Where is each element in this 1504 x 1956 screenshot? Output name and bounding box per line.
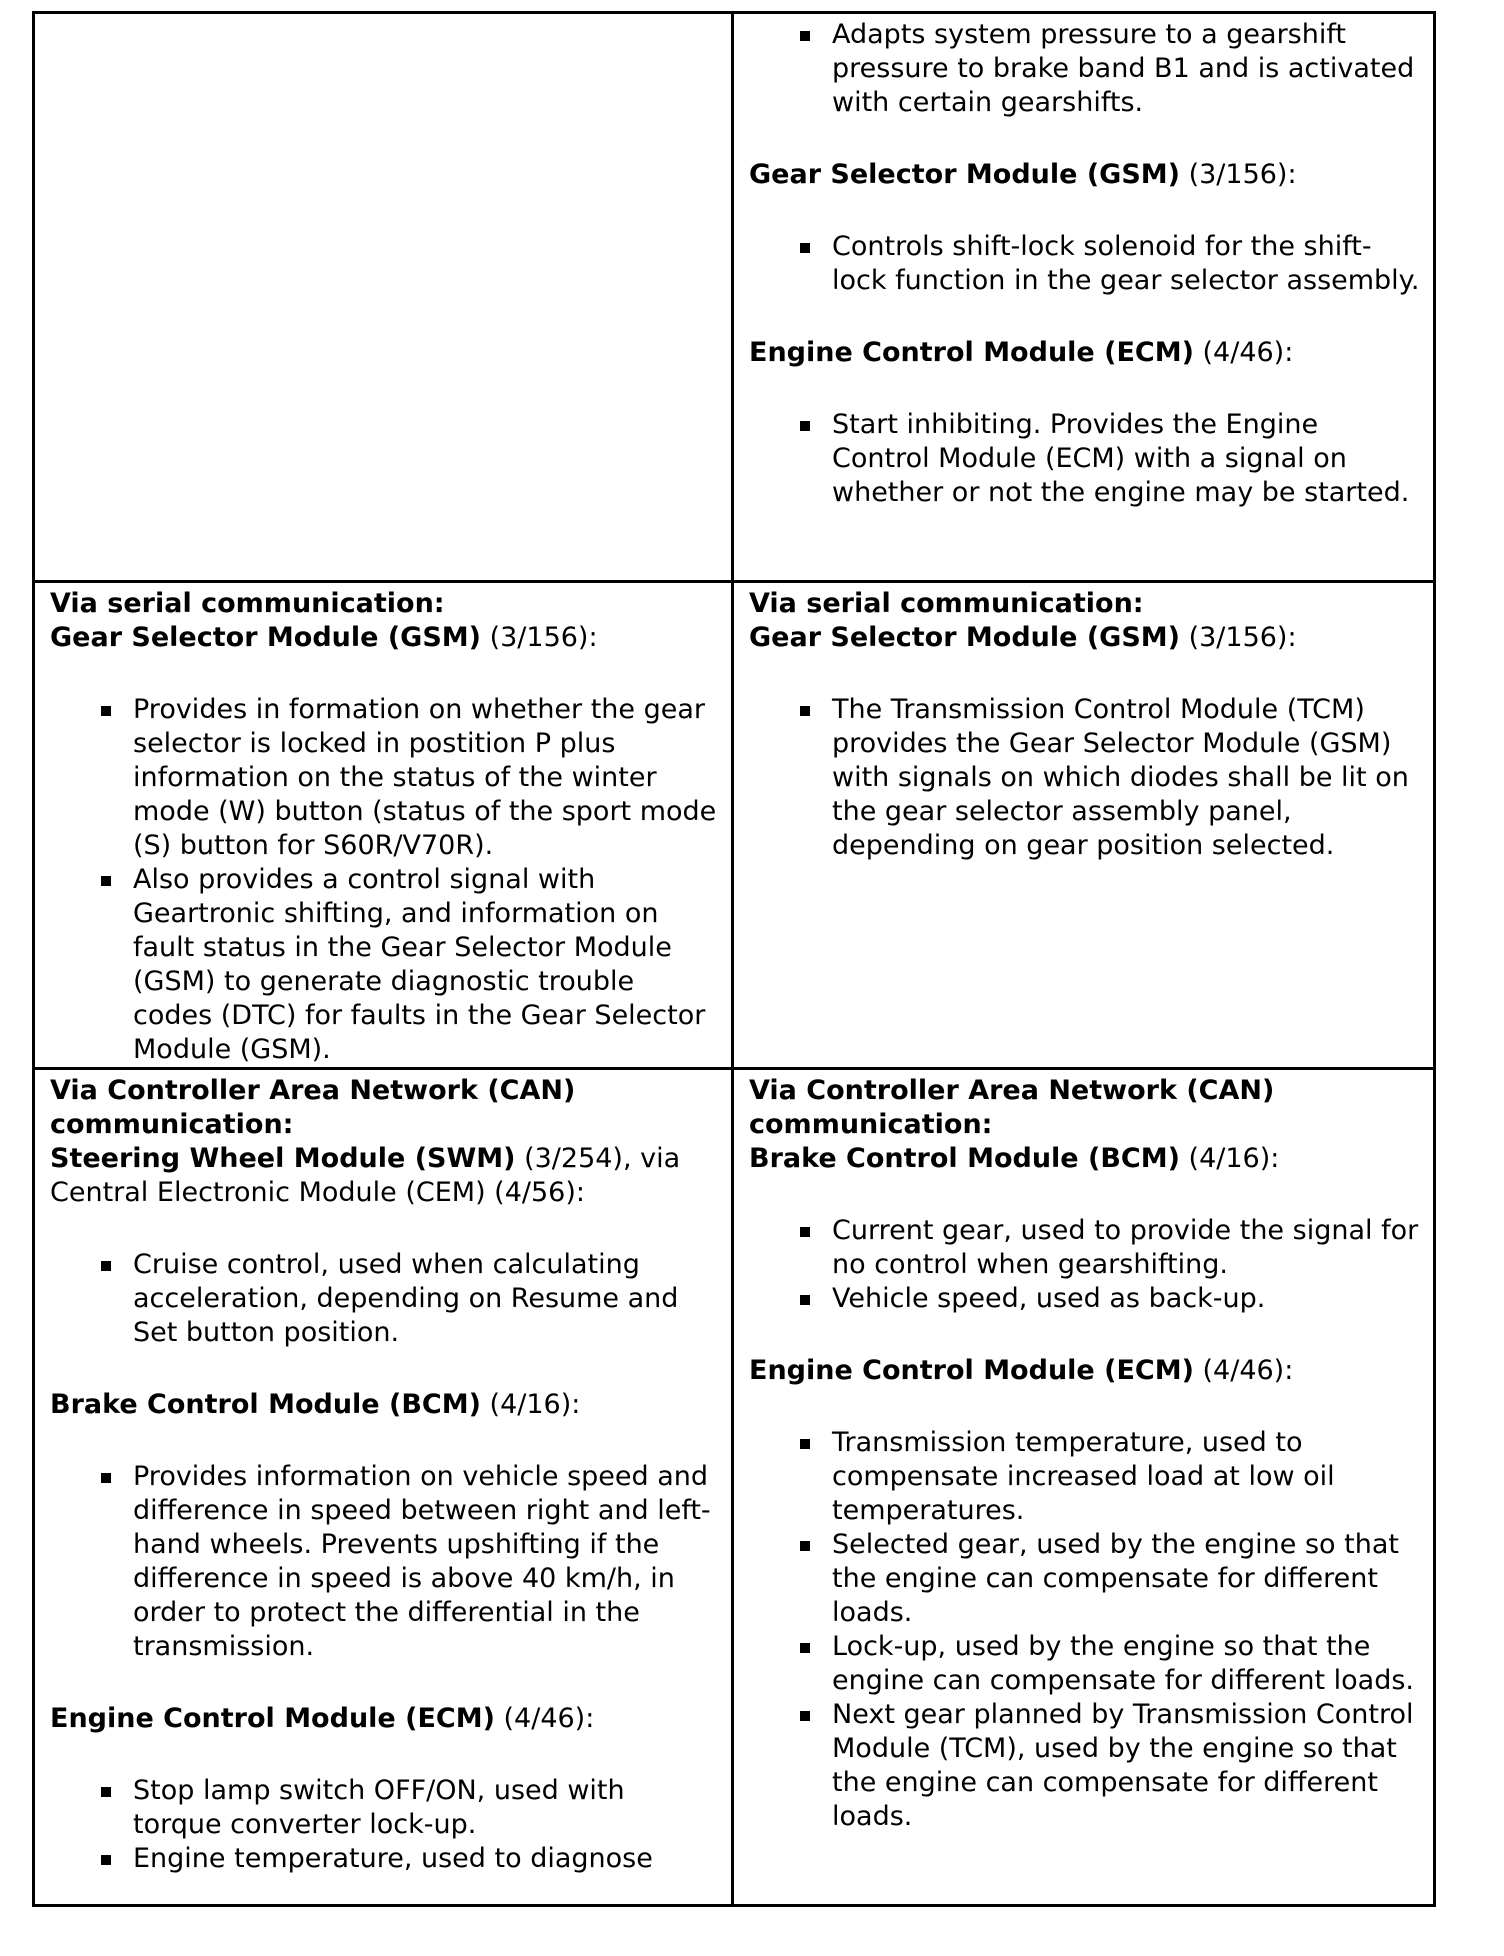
- square-bullet-icon: [800, 243, 810, 253]
- module-heading: Brake Control Module (BCM) (4/16):: [749, 1143, 1280, 1174]
- list-item: Provides information on vehicle speed and difference in speed between right and left-hand wheels. Prevents upshifting if the difference in speed is above 40 km/h, in order to protect the differential in the transmission.: [133, 1460, 721, 1664]
- row3-right-cell: [733, 1069, 1435, 1906]
- bullet-list: [50, 693, 721, 1067]
- square-bullet-icon: [800, 1541, 810, 1551]
- list-item: Cruise control, used when calculating acceleration, depending on Resume and Set button position.: [133, 1248, 721, 1350]
- list-item: Selected gear, used by the engine so that the engine can compensate for different loads.: [832, 1528, 1423, 1630]
- square-bullet-icon: [800, 1439, 810, 1449]
- module-heading: Engine Control Module (ECM) (4/46):: [749, 337, 1294, 368]
- row3-left-cell: [34, 1069, 733, 1906]
- list-item: Stop lamp switch OFF/ON, used with torque converter lock-up.: [133, 1774, 721, 1842]
- list-item: The Transmission Control Module (TCM) provides the Gear Selector Module (GSM) with signals on which diodes shall be lit on the gear selector assembly panel, depending on gear position selected.: [832, 693, 1423, 863]
- list-item: Next gear planned by Transmission Control Module (TCM), used by the engine so that the engine can compensate for different loads.: [832, 1698, 1423, 1834]
- square-bullet-icon: [101, 1261, 111, 1271]
- bullet-list: [749, 230, 1423, 298]
- square-bullet-icon: [800, 1227, 810, 1237]
- square-bullet-icon: [800, 1711, 810, 1721]
- list-item: Also provides a control signal with Geartronic shifting, and information on fault status in the Gear Selector Module (GSM) to generate diagnostic trouble codes (DTC) for faults in the Gear Selector Module (GSM).: [133, 863, 721, 1067]
- module-heading: Engine Control Module (ECM) (4/46):: [749, 1355, 1294, 1386]
- list-item: Transmission temperature, used to compensate increased load at low oil temperatures.: [832, 1426, 1423, 1528]
- square-bullet-icon: [101, 876, 111, 886]
- bullet-list: [749, 1426, 1423, 1834]
- square-bullet-icon: [800, 421, 810, 431]
- section-heading: Via Controller Area Network (CAN) communication:: [749, 1075, 1275, 1140]
- module-heading: Engine Control Module (ECM) (4/46):: [50, 1703, 595, 1734]
- list-item: Provides in formation on whether the gear selector is locked in postition P plus information on the status of the winter mode (W) button (status of the sport mode (S) button for S60R/V70R).: [133, 693, 721, 863]
- module-heading: Brake Control Module (BCM) (4/16):: [50, 1389, 581, 1420]
- square-bullet-icon: [101, 706, 111, 716]
- square-bullet-icon: [800, 706, 810, 716]
- list-item: Lock-up, used by the engine so that the engine can compensate for different loads.: [832, 1630, 1423, 1698]
- bullet-list: [749, 1214, 1423, 1316]
- list-item: Start inhibiting. Provides the Engine Control Module (ECM) with a signal on whether or not the engine may be started.: [832, 408, 1423, 510]
- list-item: Current gear, used to provide the signal for no control when gearshifting.: [832, 1214, 1423, 1282]
- section-heading: Via serial communication:: [50, 588, 445, 619]
- row1-left-cell: [34, 13, 733, 582]
- square-bullet-icon: [101, 1787, 111, 1797]
- section-heading: Via serial communication:: [749, 588, 1144, 619]
- signals-table: [32, 11, 1436, 1907]
- row2-left-cell: [34, 582, 733, 1069]
- bullet-list: [749, 408, 1423, 510]
- list-item: Vehicle speed, used as back-up.: [832, 1282, 1423, 1316]
- module-heading: Steering Wheel Module (SWM) (3/254), via Central Electronic Module (CEM) (4/56):: [50, 1143, 681, 1208]
- row2-right-cell: [733, 582, 1435, 1069]
- empty-cell-content: [35, 14, 731, 18]
- row1-right-cell: [733, 13, 1435, 582]
- square-bullet-icon: [800, 31, 810, 41]
- table-row: [34, 13, 1435, 582]
- section-heading: Via Controller Area Network (CAN) communication:: [50, 1075, 576, 1140]
- bullet-list: [50, 1460, 721, 1664]
- table-row: [34, 582, 1435, 1069]
- bullet-list: [749, 18, 1423, 120]
- square-bullet-icon: [101, 1855, 111, 1865]
- bullet-list: [50, 1248, 721, 1350]
- bullet-list: [749, 693, 1423, 863]
- square-bullet-icon: [800, 1643, 810, 1653]
- list-item: Adapts system pressure to a gearshift pressure to brake band B1 and is activated with certain gearshifts.: [832, 18, 1423, 120]
- module-heading: Gear Selector Module (GSM) (3/156):: [50, 622, 598, 653]
- table-row: [34, 1069, 1435, 1906]
- bullet-list: [50, 1774, 721, 1876]
- module-heading: Gear Selector Module (GSM) (3/156):: [749, 159, 1297, 190]
- square-bullet-icon: [101, 1473, 111, 1483]
- module-heading: Gear Selector Module (GSM) (3/156):: [749, 622, 1297, 653]
- square-bullet-icon: [800, 1295, 810, 1305]
- list-item: Engine temperature, used to diagnose: [133, 1842, 721, 1876]
- list-item: Controls shift-lock solenoid for the shift-lock function in the gear selector assembly.: [832, 230, 1423, 298]
